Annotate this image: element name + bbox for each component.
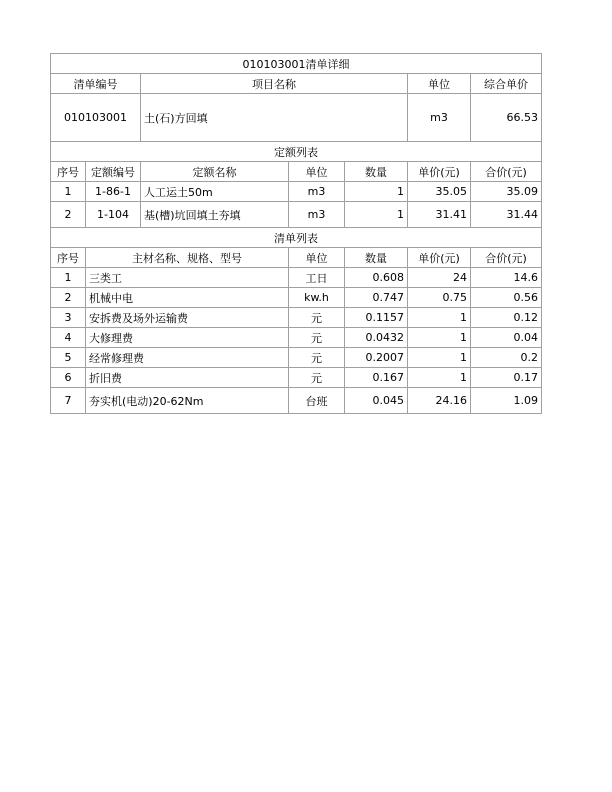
material-name: 夯实机(电动)20-62Nm (86, 388, 289, 414)
quota-col-qty: 数量 (345, 162, 408, 182)
material-unit: 台班 (289, 388, 345, 414)
material-qty: 0.747 (345, 288, 408, 308)
quota-row (51, 202, 542, 228)
material-unit: 元 (289, 348, 345, 368)
sheet-title: 010103001清单详细 (51, 54, 542, 74)
material-row (51, 368, 542, 388)
material-qty: 0.045 (345, 388, 408, 414)
material-unit: 工日 (289, 268, 345, 288)
material-section-title-row (51, 228, 542, 248)
item-row (51, 94, 542, 142)
material-name: 安拆费及场外运输费 (86, 308, 289, 328)
quota-col-unit: 单位 (289, 162, 345, 182)
quota-col-code: 定额编号 (86, 162, 141, 182)
quota-code: 1-86-1 (86, 182, 141, 202)
material-name: 机械中电 (86, 288, 289, 308)
quota-qty: 1 (345, 182, 408, 202)
item-name: 土(石)方回填 (141, 94, 408, 142)
material-name: 大修理费 (86, 328, 289, 348)
material-price: 1 (408, 328, 471, 348)
quota-col-name: 定额名称 (141, 162, 289, 182)
quota-price: 35.05 (408, 182, 471, 202)
detail-sheet (50, 53, 541, 414)
quota-section-title-row (51, 142, 542, 162)
item-unit: m3 (408, 94, 471, 142)
material-row (51, 288, 542, 308)
material-name: 折旧费 (86, 368, 289, 388)
material-col-no: 序号 (51, 248, 86, 268)
material-no: 7 (51, 388, 86, 414)
quota-name: 基(槽)坑回填土夯填 (141, 202, 289, 228)
quota-no: 1 (51, 182, 86, 202)
material-unit: 元 (289, 368, 345, 388)
material-total: 14.6 (471, 268, 542, 288)
material-price: 24.16 (408, 388, 471, 414)
quota-code: 1-104 (86, 202, 141, 228)
material-total: 0.2 (471, 348, 542, 368)
material-no: 2 (51, 288, 86, 308)
material-no: 1 (51, 268, 86, 288)
material-total: 0.56 (471, 288, 542, 308)
material-no: 3 (51, 308, 86, 328)
material-col-price: 单价(元) (408, 248, 471, 268)
material-price: 24 (408, 268, 471, 288)
material-price: 0.75 (408, 288, 471, 308)
material-col-unit: 单位 (289, 248, 345, 268)
material-name: 经常修理费 (86, 348, 289, 368)
material-row (51, 308, 542, 328)
material-price: 1 (408, 348, 471, 368)
material-qty: 0.0432 (345, 328, 408, 348)
quota-qty: 1 (345, 202, 408, 228)
material-no: 6 (51, 368, 86, 388)
quota-col-total: 合价(元) (471, 162, 542, 182)
code-label: 清单编号 (51, 74, 141, 94)
unit-label: 单位 (408, 74, 471, 94)
material-no: 5 (51, 348, 86, 368)
quota-unit: m3 (289, 202, 345, 228)
material-price: 1 (408, 368, 471, 388)
material-qty: 0.167 (345, 368, 408, 388)
material-total: 0.04 (471, 328, 542, 348)
material-total: 1.09 (471, 388, 542, 414)
quota-columns-row (51, 162, 542, 182)
material-price: 1 (408, 308, 471, 328)
material-col-qty: 数量 (345, 248, 408, 268)
header-row (51, 74, 542, 94)
quota-name: 人工运土50m (141, 182, 289, 202)
quota-col-no: 序号 (51, 162, 86, 182)
title-row (51, 54, 542, 74)
item-code: 010103001 (51, 94, 141, 142)
name-label: 项目名称 (141, 74, 408, 94)
material-unit: 元 (289, 308, 345, 328)
material-row (51, 388, 542, 414)
material-row (51, 348, 542, 368)
quota-total: 31.44 (471, 202, 542, 228)
material-unit: 元 (289, 328, 345, 348)
material-row (51, 268, 542, 288)
material-row (51, 328, 542, 348)
material-col-name: 主材名称、规格、型号 (86, 248, 289, 268)
quota-unit: m3 (289, 182, 345, 202)
material-qty: 0.608 (345, 268, 408, 288)
material-columns-row (51, 248, 542, 268)
material-total: 0.17 (471, 368, 542, 388)
material-section-title: 清单列表 (51, 228, 542, 248)
quota-no: 2 (51, 202, 86, 228)
material-unit: kw.h (289, 288, 345, 308)
quota-col-price: 单价(元) (408, 162, 471, 182)
material-qty: 0.1157 (345, 308, 408, 328)
material-total: 0.12 (471, 308, 542, 328)
material-name: 三类工 (86, 268, 289, 288)
quota-price: 31.41 (408, 202, 471, 228)
material-col-total: 合价(元) (471, 248, 542, 268)
detail-table (50, 53, 542, 414)
item-price: 66.53 (471, 94, 542, 142)
material-no: 4 (51, 328, 86, 348)
material-qty: 0.2007 (345, 348, 408, 368)
quota-section-title: 定额列表 (51, 142, 542, 162)
quota-row (51, 182, 542, 202)
price-label: 综合单价 (471, 74, 542, 94)
quota-total: 35.09 (471, 182, 542, 202)
